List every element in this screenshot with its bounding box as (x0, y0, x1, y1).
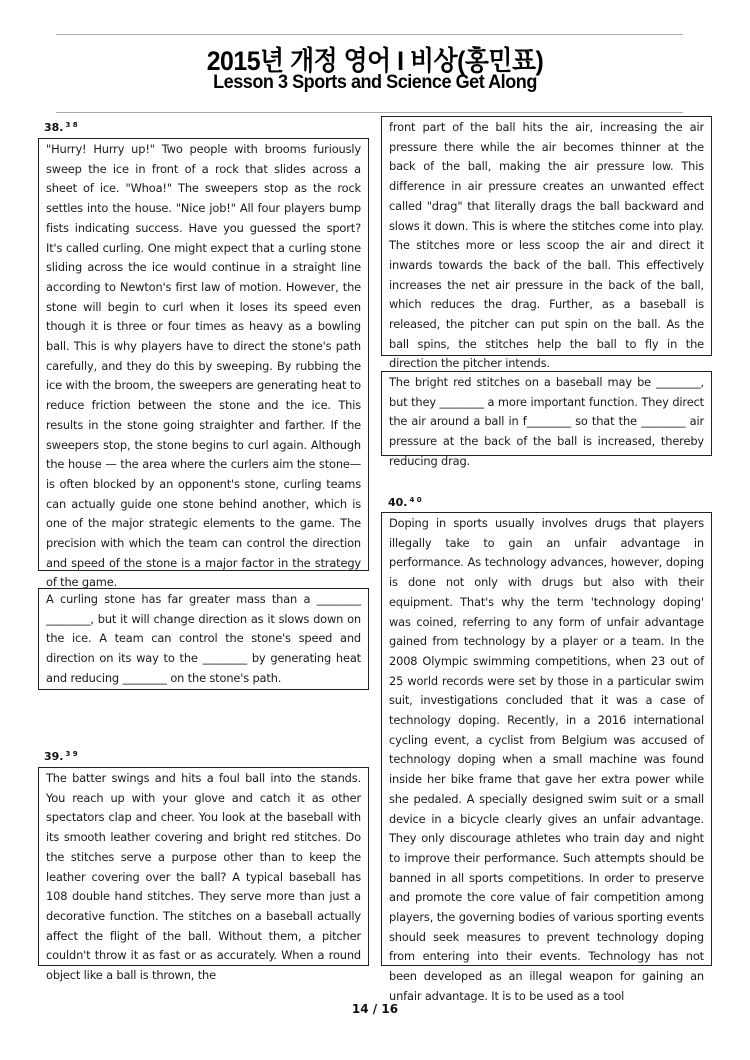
question-38-passage-box (38, 138, 369, 590)
question-38-number: 38. $^{3 8}$ (44, 121, 78, 134)
question-39-summary: The bright red stitches on a baseball may be ________, but they ________ a more important function. They direct the air around a ball in f________ so that the ________ air pressure at the back of the ball is increased, thereby reducing drag. (389, 375, 704, 468)
lesson-subtitle: Lesson 3 Sports and Science Get Along (213, 72, 537, 93)
question-40-passage-box (381, 512, 712, 1003)
question-39-number: 39. $^{3 9}$ (44, 750, 78, 763)
question-38-superscript: 3 8 (65, 121, 78, 129)
header-bottom-rule (56, 112, 683, 113)
question-39-passage-box-part2 (381, 116, 712, 371)
header-top-rule (56, 34, 683, 35)
question-39-superscript: 3 9 (65, 750, 78, 758)
question-40-superscript: 4 0 (409, 496, 422, 504)
document-title: 2015년 개정 영어 I 비상(홍민표) (206, 46, 544, 76)
question-40-number: 40. $^{4 0}$ (388, 496, 422, 509)
page-number: 14 / 16 (351, 1002, 399, 1016)
question-39-passage-part1: The batter swings and hits a foul ball into the stands. You reach up with your glove and catch it as other spectators clap and cheer. You look at the baseball with its smooth leather covering and bright red stitches. Do the stitches serve a purpose other than to keep the leather covering over the ball? A typical baseball has 108 double hand stitches. They serve more than just a decorative function. The stitches on a baseball actually affect the flight of the ball. Without them, a pitcher couldn't throw it as fast or as accurately. When a round object like a ball is thrown, the (46, 771, 361, 983)
question-38-summary-box (38, 588, 369, 690)
question-38-summary: A curling stone has far greater mass than a ________ ________, but it will change direction as it slows down on the ice. A team can control the stone's speed and direction on its way to the ________ by generating heat and reducing ________ on the stone's path. (46, 592, 361, 685)
question-39-passage-box-part1 (38, 767, 369, 983)
question-39-summary-box (381, 371, 712, 468)
question-40-passage: Doping in sports usually involves drugs that players illegally take to gain an unfair advantage in performance. As technology advances, however, doping is done not only with drugs but also with their equipment. That's why the term 'technology doping' was coined, referring to any form of unfair advantage gained from technology by a player or a team. In the 2008 Olympic swimming competitions, when 23 out of 25 world records were set by those in a particular swim suit, investigations concluded that it was a case of technology doping. Recently, in a 2016 international cycling event, a cyclist from Belgium was accused of technology doping when a small machine was found inside her bike frame that gave her extra power while she pedaled. A specially designed swim suit or a small device in a bicycle clearly gives an unfair advantage. They only discourage athletes who train day and night to improve their performance. Such attempts should be banned in all sports competitions. In order to preserve and promote the core value of fair competition among players, the governing bodies of various sporting events should seek measures to prevent technology doping from entering into their events. Technology has not been developed as an illegal weapon for gaining an unfair advantage. It is to be used as a tool (389, 516, 704, 1003)
question-38-passage: "Hurry! Hurry up!" Two people with brooms furiously sweep the ice in front of a rock that slides across a sheet of ice. "Whoa!" The sweepers stop as the rock settles into the house. "Nice job!" All four players bump fists indicating success. Have you guessed the sport? It's called curling. One might expect that a curling stone sliding across the ice would continue in a straight line according to Newton's first law of motion. However, the stone will begin to curl when it loses its speed even though it is three or four times as heavy as a bowling ball. This is why players have to direct the stone's path carefully, and they do this by sweeping. By rubbing the ice with the broom, the sweepers are generating heat to reduce friction between the stone and the ice. This results in the stone going straighter and farther. If the sweepers stop, the stone begins to curl again. Although the house — the area where the curlers aim the stone—is often blocked by an opponent's stone, curling teams can actually guide one stone behind another, which is one of the major strategic elements to the game. The precision with which the team can control the direction and speed of the stone is a major factor in the strategy of the game. (46, 142, 361, 590)
question-39-passage-part2: front part of the ball hits the air, increasing the air pressure there while the air becomes thinner at the back of the ball, making the air pressure low. This difference in air pressure creates an unwanted effect called "drag" that literally drags the ball backward and slows it down. This is where the stitches come into play. The stitches more or less scoop the air and direct it inwards towards the back of the ball. This effectively increases the net air pressure in the back of the ball, which reduces the drag. Further, as a baseball is released, the pitcher can put spin on the ball. As the ball spins, the stitches help the ball to fly in the direction the pitcher intends. (389, 120, 704, 371)
